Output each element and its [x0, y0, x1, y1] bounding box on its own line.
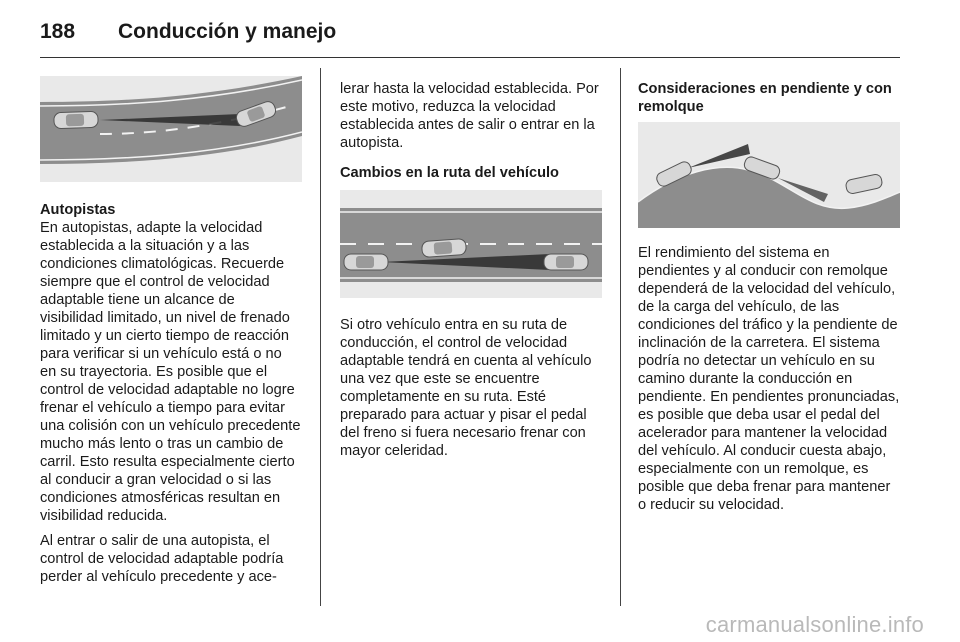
paragraph: Si otro vehículo entra en su ruta de conducción, el control de velocidad adaptable tendrá en cuenta al vehículo una vez que este se encuentre completamente en su ruta. Esté preparado para actuar y pisar el pedal del freno si fuera necesario frenar con mayor celeridad. [340, 317, 592, 459]
column-1 [40, 201, 302, 586]
paragraph: El rendimiento del sistema en pendientes y al conducir con remolque dependerá de la velocidad del vehículo, de la carga del vehículo, de las condiciones del tráfico y la pendiente de inclinación de la carretera. El sistema podría no detectar un vehículo en su camino durante la conducción en pendiente. En pendientes pronunciadas, es posible que deba usar el pedal del acelerador para mantener la velocidad del vehículo. Al conducir cuesta abajo, especialmente con un remolque, es posible que deba frenar para mantener o reducir su velocidad. [638, 245, 900, 513]
column-divider-2 [620, 68, 621, 606]
watermark: carmanualsonline.info [705, 612, 924, 637]
column-3-lower [638, 244, 900, 514]
column-divider-1 [320, 68, 321, 606]
paragraph: En autopistas, adapte la velocidad establecida a la situación y a las condiciones climatológicas. Recuerde siempre que el control de velocidad adaptable tiene un alcance de visibilidad limitado, un nivel de frenado limitado y un cierto tiempo de reacción para verificar si un vehículo está o no en su trayectoria. Es posible que el control de velocidad adaptable no logre frenar el vehículo a tiempo para evitar una colisión con un vehículo precedente mucho más lento o tras un cambio de carril. Esto resulta especialmente cierto al conducir a gran velocidad o si las condiciones atmosféricas resultan en visibilidad reducida. [40, 220, 301, 524]
paragraph: Al entrar o salir de una autopista, el control de velocidad adaptable podría perder al vehículo precedente y ace- [40, 533, 284, 585]
hill-slope-illustration [638, 122, 900, 228]
section-heading-cambios: Cambios en la ruta del vehículo [340, 165, 559, 181]
page-number: 188 [40, 20, 76, 43]
chapter-title: Conducción y manejo [118, 20, 337, 43]
column-2 [340, 80, 602, 182]
page-header [40, 18, 900, 54]
column-3 [638, 80, 900, 116]
paragraph: lerar hasta la velocidad establecida. Por este motivo, reduzca la velocidad establecida antes de salir o entrar en la autopista. [340, 81, 599, 151]
highway-curve-illustration [40, 76, 302, 182]
header-rule [40, 57, 900, 58]
section-heading-autopistas: Autopistas [40, 202, 116, 218]
lane-change-illustration [340, 190, 602, 298]
column-2-lower [340, 316, 602, 460]
section-heading-pendiente: Consideraciones en pendiente y con remolque [638, 81, 892, 115]
